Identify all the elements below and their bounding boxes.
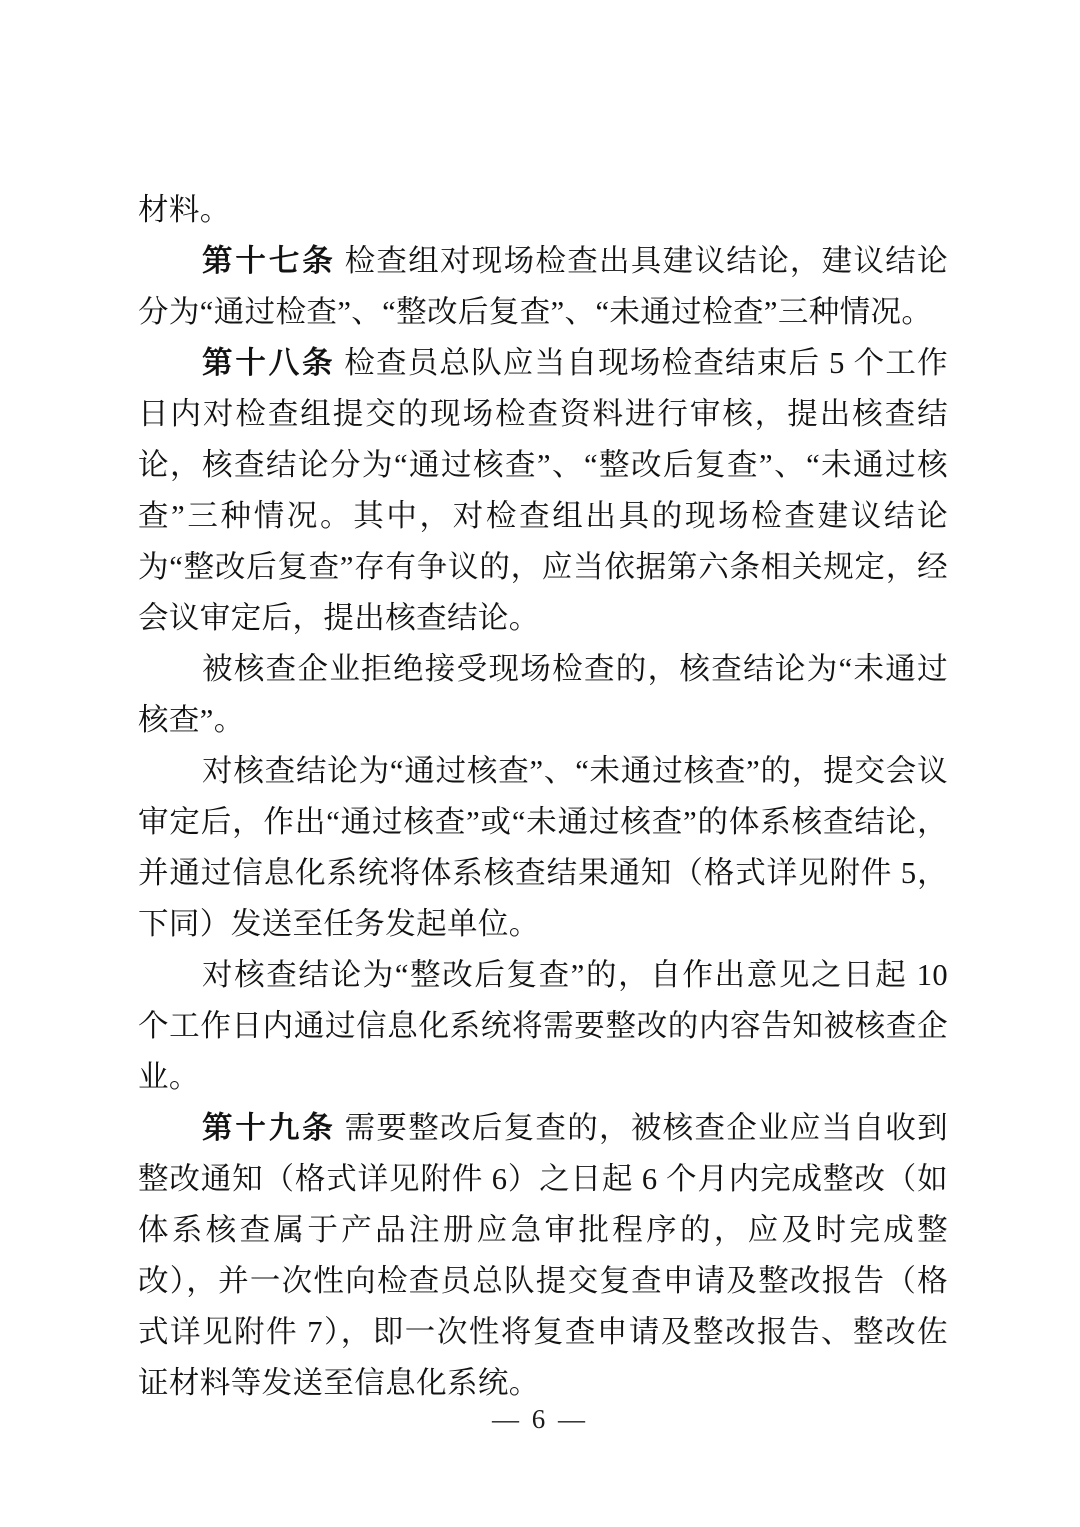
article-title: 第十七条 [202, 244, 336, 278]
paragraph-text: 需要整改后复查的，被核查企业应当自收到整改通知（格式详见附件 6）之日起 6 个月内完成整改（如体系核查属于产品注册应急审批程序的，应及时完成整改），并一次性向检查员总队提交复查申请及整改报告（格式详见附件 7），即一次性将复查申请及整改报告、整改佐证材料等发送至信息化系统。 [138, 1111, 949, 1400]
paragraph-18-3 [138, 746, 948, 950]
paragraph-18-4 [138, 950, 948, 1103]
document-body [138, 185, 948, 1409]
paragraph-text: 对核查结论为“整改后复查”的，自作出意见之日起 10 个工作日内通过信息化系统将需要整改的内容告知被核查企业。 [138, 958, 948, 1094]
paragraph-continuation [138, 185, 948, 236]
paragraph-text: 检查员总队应当自现场检查结束后 5 个工作日内对检查组提交的现场检查资料进行审核，提出核查结论，核查结论分为“通过核查”、“整改后复查”、“未通过核查”三种情况。其中，对检查组出具的现场检查建议结论为“整改后复查”存有争议的，应当依据第六条相关规定，经会议审定后，提出核查结论。 [138, 346, 949, 635]
paragraph-article-19 [138, 1103, 948, 1409]
paragraph-text: 检查组对现场检查出具建议结论，建议结论分为“通过检查”、“整改后复查”、“未通过检查”三种情况。 [138, 244, 949, 329]
paragraph-text: 被核查企业拒绝接受现场检查的，核查结论为“未通过核查”。 [138, 652, 948, 737]
paragraph-article-18 [138, 338, 948, 644]
paragraph-text: 对核查结论为“通过核查”、“未通过核查”的，提交会议审定后，作出“通过核查”或“未通过核查”的体系核查结论，并通过信息化系统将体系核查结果通知（格式详见附件 5，下同）发送至任务发起单位。 [138, 754, 948, 941]
page-number: — 6 — [492, 1404, 588, 1434]
paragraph-18-2 [138, 644, 948, 746]
paragraph-article-17 [138, 236, 948, 338]
paragraph-text: 材料。 [138, 193, 231, 227]
article-title: 第十八条 [202, 346, 336, 380]
article-title: 第十九条 [202, 1111, 336, 1145]
